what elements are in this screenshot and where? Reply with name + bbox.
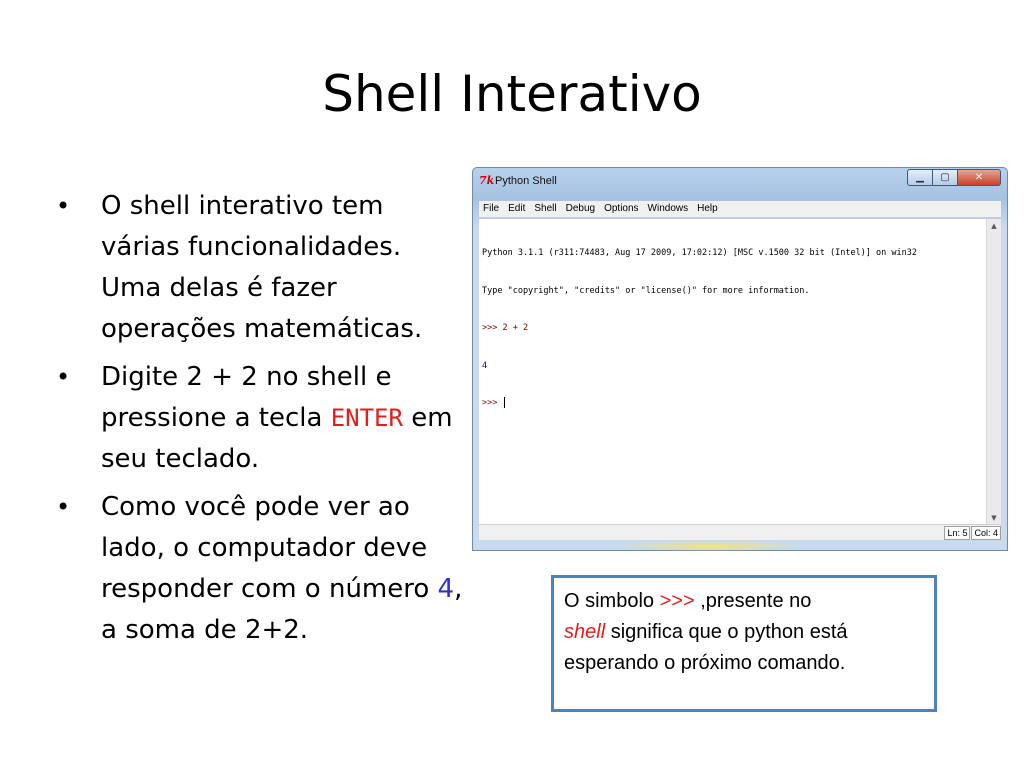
minimize-button[interactable]: ▁ (907, 169, 933, 186)
menu-file[interactable]: File (483, 203, 500, 214)
title-bar[interactable] (473, 168, 1007, 194)
bullet-dot: • (56, 363, 71, 391)
banner-line-1: Python 3.1.1 (r311:74483, Aug 17 2009, 17:02:12) [MSC v.1500 32 bit (Intel)] on win32 (482, 248, 917, 258)
prompt-line-2 (482, 397, 917, 410)
menu-debug[interactable]: Debug (565, 203, 596, 214)
bullet-text-3 (101, 492, 462, 645)
maximize-button[interactable]: ▢ (933, 169, 958, 186)
shell-text-area[interactable] (479, 218, 1001, 540)
menu-edit[interactable]: Edit (508, 203, 526, 214)
bullet-text-2-prefix: Digite 2 + 2 no shell e pressione a tecla (101, 362, 392, 433)
bullet-text-2-suffix: em seu teclado. (101, 403, 453, 474)
vertical-scrollbar[interactable] (986, 219, 1001, 525)
bullet-dot: • (56, 192, 71, 220)
bullet-text-3-suffix: , a soma de 2+2. (101, 574, 463, 645)
callout-box (551, 575, 937, 712)
scroll-down-arrow-icon[interactable]: ▼ (991, 514, 997, 522)
callout-text-3: significa que o python está esperando o próximo comando. (564, 621, 848, 674)
shell-output (482, 222, 917, 435)
menu-options[interactable]: Options (604, 203, 639, 214)
column-indicator: Col: 4 (971, 526, 1001, 540)
line-indicator: Ln: 5 (944, 526, 970, 540)
window-controls (907, 169, 1001, 187)
callout-text-2: ,presente no (694, 590, 812, 612)
result-number: 4 (437, 574, 455, 604)
close-button[interactable]: ✕ (958, 169, 1001, 186)
bullet-text-1: O shell interativo tem várias funcionalidades. Uma delas é fazer operações matemáticas. (101, 191, 423, 344)
python-icon: 7k (479, 174, 495, 187)
bullet-item-3 (56, 487, 466, 651)
cursor-position (943, 526, 1001, 540)
bullet-item-1 (56, 186, 466, 350)
slide-title: Shell Interativo (322, 65, 702, 123)
bullet-text-3-prefix: Como você pode ver ao lado, o computador deve responder com o número (101, 492, 438, 604)
bullet-dot: • (56, 493, 71, 521)
callout-text-1: O simbolo (564, 590, 660, 612)
shell-word-highlight: shell (564, 621, 606, 643)
bullet-list (56, 186, 466, 658)
menu-shell[interactable]: Shell (534, 203, 557, 214)
banner-line-2: Type "copyright", "credits" or "license()" for more information. (482, 285, 810, 296)
window-title: Python Shell (495, 175, 557, 187)
text-cursor (504, 397, 505, 408)
scroll-up-arrow-icon[interactable]: ▲ (991, 222, 997, 230)
prompt-symbol: >>> (482, 398, 503, 408)
enter-key-label: ENTER (330, 404, 403, 432)
result-line: 4 (482, 360, 488, 371)
bullet-text-2 (101, 362, 453, 474)
prompt-symbol-highlight: >>> (659, 590, 695, 612)
taskbar-glow (620, 541, 800, 551)
bullet-item-2 (56, 357, 466, 480)
menu-bar (479, 201, 1001, 217)
menu-help[interactable]: Help (697, 203, 718, 214)
prompt-line-1: >>> 2 + 2 (482, 323, 529, 333)
python-shell-window (472, 167, 1008, 551)
status-bar (479, 524, 1001, 540)
menu-windows[interactable]: Windows (647, 203, 689, 214)
